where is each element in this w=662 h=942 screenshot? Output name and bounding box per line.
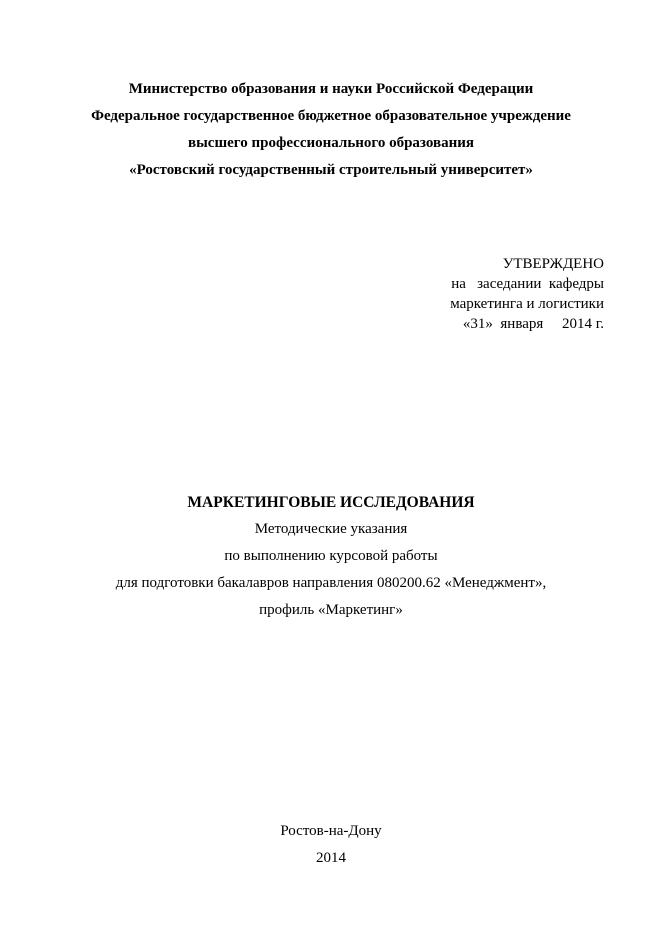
- document-title: МАРКЕТИНГОВЫЕ ИССЛЕДОВАНИЯ: [187, 494, 475, 511]
- document-subtitle-type: Методические указания: [254, 521, 408, 537]
- ministry-line: Министерство образования и науки Российской Федерации: [128, 81, 534, 97]
- approval-meeting-line: на заседании кафедры: [451, 276, 604, 292]
- institution-type-line: Федеральное государственное бюджетное образовательное учреждение: [91, 108, 571, 124]
- document-subtitle-profile: профиль «Маркетинг»: [259, 602, 403, 618]
- publication-footer: [0, 818, 662, 872]
- title-block: [0, 490, 662, 624]
- document-subtitle-purpose: по выполнению курсовой работы: [224, 548, 438, 564]
- approval-date: «31» января 2014 г.: [462, 316, 604, 332]
- publication-year: 2014: [316, 850, 346, 866]
- publication-city: Ростов-на-Дону: [280, 823, 382, 839]
- institution-header: [0, 76, 662, 184]
- document-subtitle-audience: для подготовки бакалавров направления 080200.62 «Менеджмент»,: [115, 575, 547, 591]
- approval-status: УТВЕРЖДЕНО: [502, 256, 604, 272]
- education-level-line: высшего профессионального образования: [187, 135, 474, 151]
- approval-department-line: маркетинга и логистики: [450, 296, 604, 312]
- approval-block: [450, 254, 604, 334]
- university-name-line: «Ростовский государственный строительный университет»: [129, 162, 533, 178]
